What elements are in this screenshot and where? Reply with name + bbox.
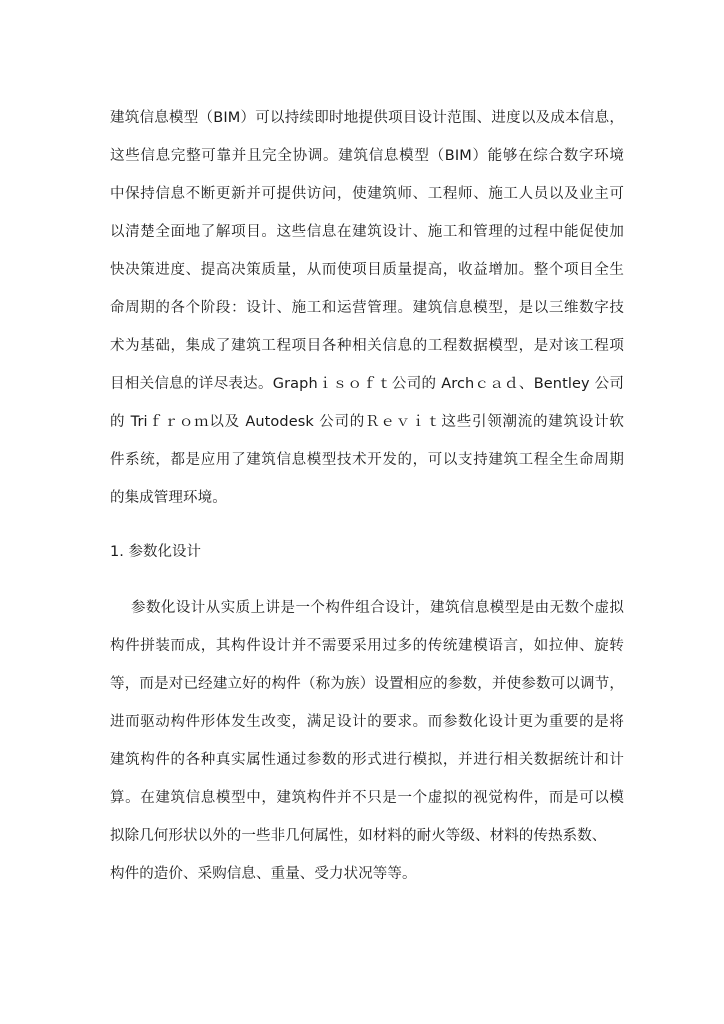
section-heading: 1. 参数化设计 <box>110 544 201 560</box>
paragraph-1-line-7: 术为基础，集成了建筑工程项目各种相关信息的工程数据模型，是对该工程项 <box>110 338 624 354</box>
paragraph-2-line-3: 等，而是对已经建立好的构件（称为族）设置相应的参数，并使参数可以调节， <box>110 676 624 692</box>
paragraph-1-line-6: 命周期的各个阶段：设计、施工和运营管理。建筑信息模型，是以三维数字技 <box>110 300 624 316</box>
paragraph-2-line-7: 拟除几何形状以外的一些非几何属性，如材料的耐火等级、材料的传热系数、 <box>110 828 607 844</box>
paragraph-2-line-1: 参数化设计从实质上讲是一个构件组合设计，建筑信息模型是由无数个虚拟 <box>131 600 624 616</box>
paragraph-1-line-2: 这些信息完整可靠并且完全协调。建筑信息模型（BIM）能够在综合数字环境 <box>110 148 624 164</box>
paragraph-2-line-8: 构件的造价、采购信息、重量、受力状况等等。 <box>110 866 417 882</box>
paragraph-1-line-3: 中保持信息不断更新并可提供访问，使建筑师、工程师、施工人员以及业主可 <box>110 186 624 202</box>
paragraph-1-line-5: 快决策进度、提高决策质量，从而使项目质量提高，收益增加。整个项目全生 <box>110 262 624 278</box>
paragraph-2-line-5: 建筑构件的各种真实属性通过参数的形式进行模拟，并进行相关数据统计和计 <box>110 752 624 768</box>
paragraph-1-line-1: 建筑信息模型（BIM）可以持续即时地提供项目设计范围、进度以及成本信息， <box>110 110 624 126</box>
paragraph-1-line-10: 件系统，都是应用了建筑信息模型技术开发的，可以支持建筑工程全生命周期 <box>110 452 624 468</box>
paragraph-1-line-8: 目相关信息的详尽表达。Graphｉｓｏｆｔ公司的 Archｃａｄ、Bentley 公司 <box>110 376 624 392</box>
paragraph-2-line-4: 进而驱动构件形体发生改变，满足设计的要求。而参数化设计更为重要的是将 <box>110 714 624 730</box>
paragraph-1-line-9: 的 Triｆｒｏｍ以及 Autodesk 公司的Ｒｅｖｉｔ这些引领潮流的建筑设计软 <box>110 414 624 430</box>
paragraph-1-line-4: 以清楚全面地了解项目。这些信息在建筑设计、施工和管理的过程中能促使加 <box>110 224 624 240</box>
paragraph-2-line-6: 算。在建筑信息模型中，建筑构件并不只是一个虚拟的视觉构件，而是可以模 <box>110 790 624 806</box>
paragraph-2-line-2: 构件拼装而成，其构件设计并不需要采用过多的传统建模语言，如拉伸、旋转 <box>110 638 624 654</box>
paragraph-1-line-11: 的集成管理环境。 <box>110 490 227 506</box>
